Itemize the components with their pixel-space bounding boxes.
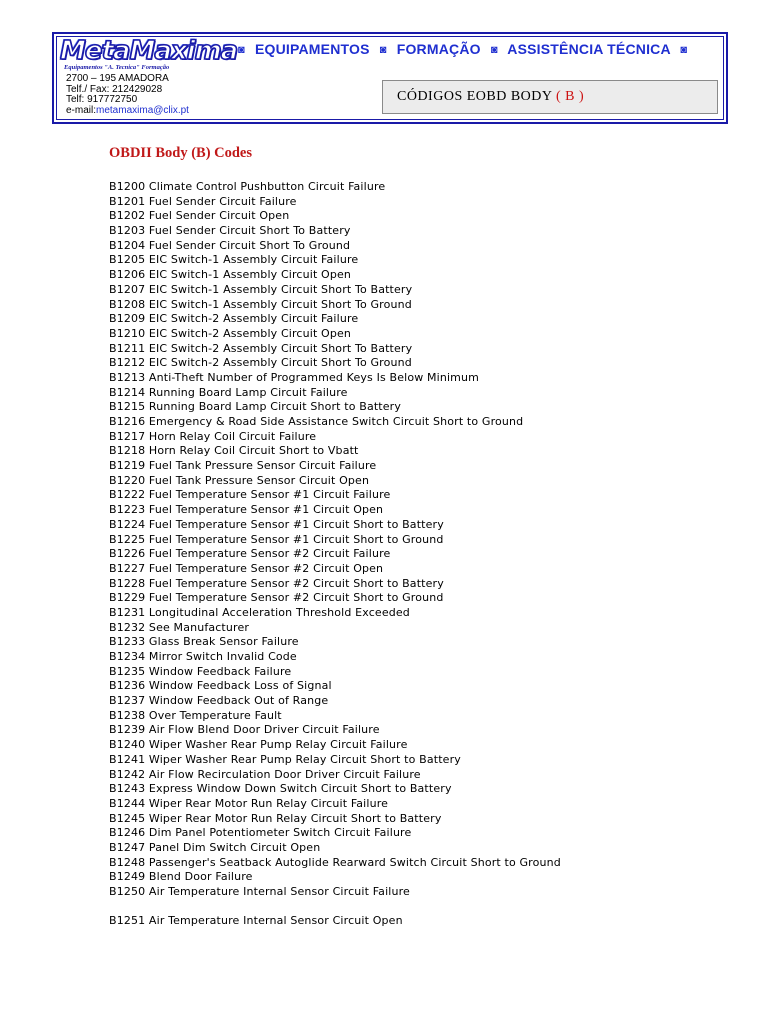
- list-item: B1207 EIC Switch-1 Assembly Circuit Short To Battery: [109, 282, 413, 296]
- list-item: B1241 Wiper Washer Rear Pump Relay Circuit Short to Battery: [109, 752, 461, 766]
- list-item: B1218 Horn Relay Coil Circuit Short to Vbatt: [109, 444, 359, 458]
- list-item: B1249 Blend Door Failure: [109, 870, 253, 884]
- contact-info: [66, 74, 189, 116]
- list-item: B1235 Window Feedback Failure: [109, 664, 292, 678]
- list-item: B1206 EIC Switch-1 Assembly Circuit Open: [109, 268, 352, 282]
- list-item: B1231 Longitudinal Acceleration Threshold Exceeded: [109, 605, 410, 619]
- code-title-text: CÓDIGOS EOBD BODY: [397, 89, 552, 104]
- list-item: B1226 Fuel Temperature Sensor #2 Circuit Failure: [109, 547, 391, 561]
- code-title: [397, 89, 584, 105]
- list-item: B1243 Express Window Down Switch Circuit Short to Battery: [109, 782, 452, 796]
- list-item: B1203 Fuel Sender Circuit Short To Battery: [109, 224, 351, 238]
- letterhead: [52, 32, 728, 124]
- list-item: B1245 Wiper Rear Motor Run Relay Circuit Short to Battery: [109, 811, 442, 825]
- list-item: B1216 Emergency & Road Side Assistance Switch Circuit Short to Ground: [109, 415, 524, 428]
- nav-item-equipamentos[interactable]: EQUIPAMENTOS: [254, 41, 370, 57]
- list-item: B1212 EIC Switch-2 Assembly Circuit Short To Ground: [109, 356, 412, 370]
- nav-item-assistencia-tecnica[interactable]: ASSISTÊNCIA TÉCNICA: [507, 41, 671, 57]
- list-item: B1224 Fuel Temperature Sensor #1 Circuit Short to Battery: [109, 517, 444, 531]
- list-item: B1234 Mirror Switch Invalid Code: [109, 650, 297, 663]
- list-item: B1219 Fuel Tank Pressure Sensor Circuit Failure: [109, 459, 377, 473]
- nav-item-formacao[interactable]: FORMAÇÃO: [396, 41, 481, 57]
- list-item: B1242 Air Flow Recirculation Door Driver Circuit Failure: [109, 767, 421, 781]
- list-item: B1227 Fuel Temperature Sensor #2 Circuit Open: [109, 561, 384, 575]
- list-item: B1215 Running Board Lamp Circuit Short to Battery: [109, 400, 402, 414]
- list-item: B1228 Fuel Temperature Sensor #2 Circuit Short to Battery: [109, 576, 444, 590]
- list-item: B1223 Fuel Temperature Sensor #1 Circuit Open: [109, 503, 384, 517]
- list-item: B1246 Dim Panel Potentiometer Switch Circuit Failure: [109, 826, 412, 840]
- list-item: B1225 Fuel Temperature Sensor #1 Circuit Short to Ground: [109, 532, 444, 546]
- code-title-accent: ( B ): [556, 89, 585, 104]
- nav-bullet-icon: ◙: [238, 44, 245, 56]
- list-item: B1233 Glass Break Sensor Failure: [109, 635, 299, 649]
- list-item: B1208 EIC Switch-1 Assembly Circuit Short To Ground: [109, 297, 412, 311]
- list-item: B1251 Air Temperature Internal Sensor Circuit Open: [109, 914, 403, 928]
- contact-address: 2700 – 195 AMADORA: [66, 73, 169, 84]
- list-item: B1211 EIC Switch-2 Assembly Circuit Short To Battery: [109, 341, 413, 355]
- list-item: B1248 Passenger's Seatback Autoglide Rearward Switch Circuit Short to Ground: [109, 855, 561, 869]
- contact-fax: Telf./ Fax: 212429028: [66, 83, 163, 95]
- logo-tagline: Equipamentos "A. Tecnica" Formação: [64, 64, 170, 71]
- list-item: B1250 Air Temperature Internal Sensor Circuit Failure: [109, 885, 410, 898]
- contact-phone: Telf: 917772750: [66, 94, 138, 105]
- list-item: B1222 Fuel Temperature Sensor #1 Circuit Failure: [109, 488, 391, 502]
- list-item: B1210 EIC Switch-2 Assembly Circuit Open: [109, 326, 352, 340]
- nav-bullet-icon: ◙: [379, 44, 387, 56]
- list-item: B1204 Fuel Sender Circuit Short To Ground: [109, 238, 351, 252]
- company-logo: MetaMaxima: [60, 36, 238, 66]
- list-item: B1239 Air Flow Blend Door Driver Circuit Failure: [109, 723, 380, 737]
- list-item: B1232 See Manufacturer: [109, 620, 250, 634]
- list-item: B1247 Panel Dim Switch Circuit Open: [109, 840, 321, 854]
- list-item: B1220 Fuel Tank Pressure Sensor Circuit Open: [109, 473, 370, 487]
- list-item: B1236 Window Feedback Loss of Signal: [109, 679, 332, 693]
- contact-email-label: e-mail:: [66, 104, 97, 116]
- nav-bullet-icon: ◙: [490, 44, 498, 56]
- header-nav: [232, 41, 693, 57]
- contact-email-link[interactable]: metamaxima@clix.pt: [96, 104, 189, 116]
- list-item: B1238 Over Temperature Fault: [109, 708, 282, 722]
- list-item: B1229 Fuel Temperature Sensor #2 Circuit Short to Ground: [109, 591, 444, 605]
- list-item: B1214 Running Board Lamp Circuit Failure: [109, 385, 348, 399]
- list-item: B1237 Window Feedback Out of Range: [109, 694, 329, 708]
- code-title-box: [382, 80, 718, 114]
- page-title: OBDII Body (B) Codes: [109, 145, 253, 161]
- list-item: B1202 Fuel Sender Circuit Open: [109, 209, 290, 223]
- list-item: B1200 Climate Control Pushbutton Circuit Failure: [109, 180, 386, 193]
- nav-bullet-icon: ◙: [680, 44, 688, 56]
- list-item: B1217 Horn Relay Coil Circuit Failure: [109, 429, 317, 443]
- list-item: B1213 Anti-Theft Number of Programmed Keys Is Below Minimum: [109, 370, 480, 384]
- contact-email-row: [66, 106, 189, 117]
- list-item: B1201 Fuel Sender Circuit Failure: [109, 194, 297, 208]
- code-list: [109, 180, 561, 929]
- list-item: B1205 EIC Switch-1 Assembly Circuit Failure: [109, 253, 359, 267]
- list-item: B1240 Wiper Washer Rear Pump Relay Circuit Failure: [109, 738, 408, 752]
- list-item: B1209 EIC Switch-2 Assembly Circuit Failure: [109, 312, 359, 326]
- list-item: B1244 Wiper Rear Motor Run Relay Circuit Failure: [109, 796, 389, 810]
